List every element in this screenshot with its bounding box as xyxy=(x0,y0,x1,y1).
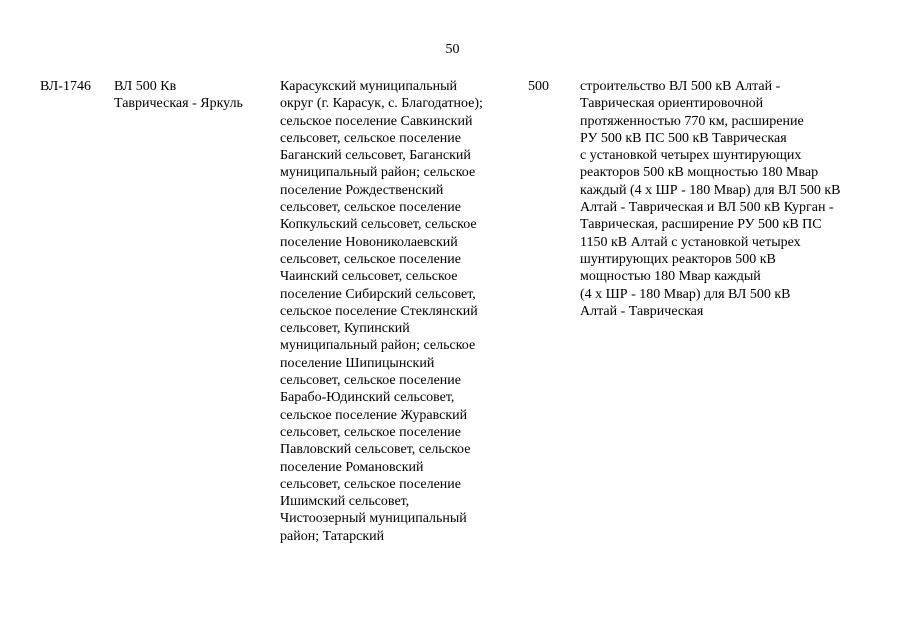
voltage-value: 500 xyxy=(528,79,549,94)
territory-description: Карасукский муниципальный округ (г. Карасук, с. Благодатное); сельское поселение Савкинский сельсовет, сельское поселение Баганский сельсовет, Баганский муниципальный район; сельское поселение Рождественский сельсовет, сельское поселение Копкульский сельсовет, сельское поселение Новониколаевский сельсовет, сельское поселение Чаинский сельсовет, сельское поселение Сибирский сельсовет, сельское поселение Стеклянский сельсовет, Купинский муниципальный район; сельское поселение Шипицынский сельсовет, сельское поселение Барабо-Юдинский сельсовет, сельское поселение Журавский сельсовет, сельское поселение Павловский сельсовет, сельское поселение Романовский сельсовет, сельское поселение Ишимский сельсовет, Чистоозерный муниципальный район; Татарский xyxy=(280,79,483,544)
page-number: 50 xyxy=(445,42,460,57)
line-name: ВЛ 500 Кв Таврическая - Яркуль xyxy=(114,79,243,112)
line-code: ВЛ-1746 xyxy=(40,79,91,94)
purpose-description: строительство ВЛ 500 кВ Алтай - Таврическая ориентировочной протяженностью 770 км, расширение РУ 500 кВ ПС 500 кВ Таврическая с установкой четырех шунтирующих реакторов 500 кВ мощностью 180 Мвар каждый (4 х ШР - 180 Мвар) для ВЛ 500 кВ Алтай - Таврическая и ВЛ 500 кВ Курган - Таврическая, расширение РУ 500 кВ ПС 1150 кВ Алтай с установкой четырех шунтирующих реакторов 500 кВ мощностью 180 Мвар каждый (4 х ШР - 180 Мвар) для ВЛ 500 кВ Алтай - Таврическая xyxy=(580,79,841,319)
